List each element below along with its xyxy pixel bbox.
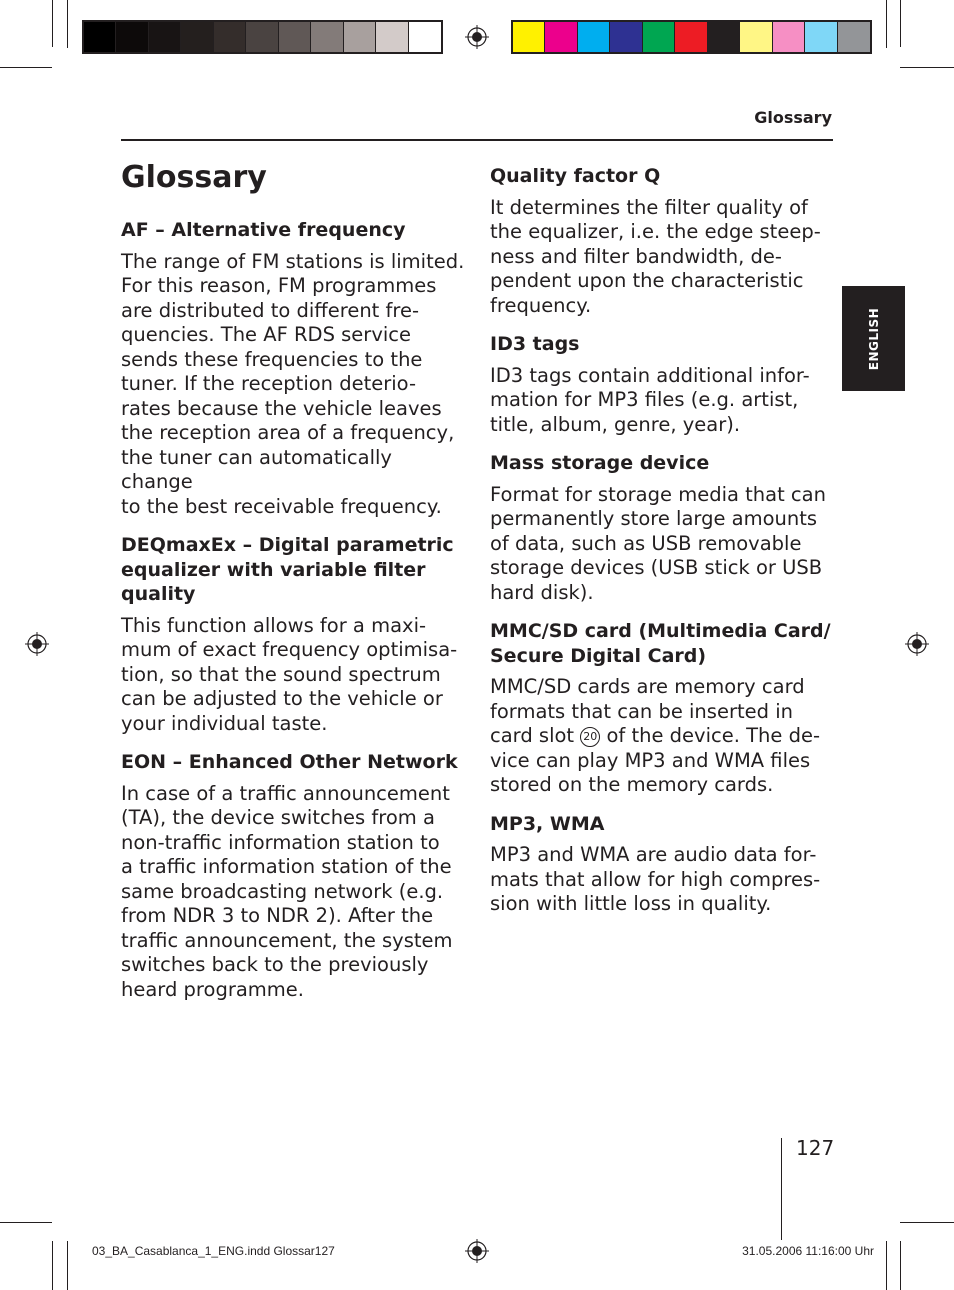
color-swatch [838,22,870,52]
page-title: Glossary [121,160,267,195]
gray-swatch [181,22,213,52]
gray-swatch [84,22,116,52]
glossary-definition: Format for storage media that can permanently store large amounts of data, such as USB removable storage devices (USB stick or USB hard disk). [490,482,826,604]
crop-mark [0,1222,52,1223]
glossary-term: EON – Enhanced Other Network [121,751,458,773]
glossary-definition: The range of FM stations is limited. For this reason, FM programmes are distributed to different fre- quencies. The AF RDS service sends these frequencies to the tuner. If the reception deterio- rates because the vehicle leaves the reception area of a frequency, the tuner can automatically change to the best receivable frequency. [121,249,465,518]
gray-swatch [376,22,408,52]
gray-swatch [214,22,246,52]
color-swatch [513,22,545,52]
gray-swatch [149,22,181,52]
language-tab [842,286,905,391]
file-slug: 03_BA_Casablanca_1_ENG.indd Glossar127 [92,1244,335,1258]
crop-mark [52,0,53,47]
gray-swatch-bar [82,20,443,54]
glossary-term: AF – Alternative frequency [121,219,406,241]
glossary-term: Mass storage device [490,452,710,474]
color-swatch [740,22,772,52]
header-divider [121,139,833,141]
print-timestamp: 31.05.2006 11:16:00 Uhr [742,1244,874,1258]
glossary-definition: MP3 and WMA are audio data for- mats that allow for high compres- sion with little loss in quality. [490,843,821,915]
color-swatch [643,22,675,52]
registration-mark-icon [465,1239,489,1263]
color-swatch [610,22,642,52]
crop-mark [900,1241,901,1290]
gray-swatch [116,22,148,52]
gray-swatch [344,22,376,52]
crop-mark [886,1241,887,1290]
crop-mark [52,1241,53,1290]
color-swatch [773,22,805,52]
crop-mark [900,0,901,47]
gray-swatch [279,22,311,52]
definition-text: MMC/SD cards are memory card formats that can be inserted in card slot [490,675,805,747]
running-header-title: Glossary [754,108,832,127]
color-swatch [578,22,610,52]
glossary-definition: This function allows for a maxi- mum of exact frequency optimisa- tion, so that the sound spectrum can be adjusted to the vehicle or your individual taste. [121,613,458,735]
crop-mark [0,67,52,68]
gray-swatch [246,22,278,52]
color-swatch-bar [511,20,872,54]
glossary-term: Quality factor Q [490,165,661,187]
language-tab-label: ENGLISH [866,307,881,370]
glossary-term: MP3, WMA [490,812,605,835]
color-swatch [545,22,577,52]
glossary-definition [490,675,835,798]
page-number-divider [781,1138,782,1240]
glossary-definition: In case of a traffic announcement (TA), the device switches from a non-traffic information station to a traffic information station of the same broadcasting network (e.g. from NDR 3 to NDR 2). After the traffic announcement, the system switches back to the previously heard programme. [121,781,453,1001]
color-swatch [805,22,837,52]
glossary-term: DEQmaxEx – Digital parametric equalizer with variable filter quality [121,534,454,605]
definition-text: of the device. The de- vice can play MP3 and WMA files stored on the memory cards. [490,724,820,796]
glossary-definition: It determines the filter quality of the equalizer, i.e. the edge steep- ness and filter bandwidth, de- pendent upon the characteristic frequency. [490,195,821,317]
crop-mark [67,0,68,48]
left-column [121,160,466,1016]
card-slot-reference-icon: 20 [580,727,600,747]
glossary-definition: ID3 tags contain additional infor- mation for MP3 files (e.g. artist, title, album, genre, year). [490,363,810,436]
gray-swatch [409,22,441,52]
page-number: 127 [796,1136,835,1160]
crop-mark [900,67,954,68]
color-swatch [675,22,707,52]
right-column [490,164,835,931]
crop-mark [67,1241,68,1290]
crop-mark [886,0,887,48]
registration-mark-icon [25,632,49,656]
gray-swatch [311,22,343,52]
glossary-term: MMC/SD card (Multimedia Card/ Secure Digital Card) [490,620,831,667]
registration-mark-icon [905,632,929,656]
glossary-term: ID3 tags [490,333,580,355]
crop-mark [900,1222,954,1223]
registration-mark-icon [465,25,489,49]
color-swatch [708,22,740,52]
